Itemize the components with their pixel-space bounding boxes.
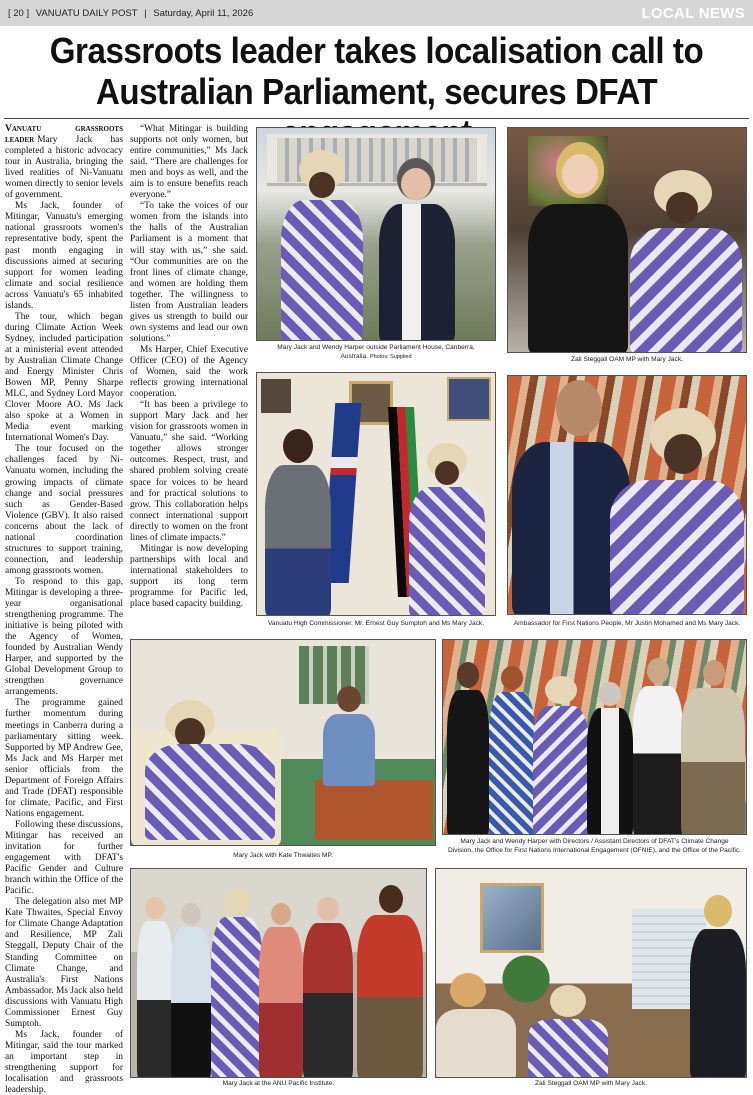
byline: Vanuatu grassroots leader (5, 124, 123, 146)
paragraph: The programme gained further momentum during meetings in Canberra during a parliamentary sitting week. Supported by MP Andrew Gee, Ms Jack and Ms Harper met senior officials from the Department of Foreign Affairs and Trade (DFAT) responsible for climate, Pacific, and First Nations engagement. (5, 698, 123, 819)
paragraph: The delegation also met MP Kate Thwaites, Special Envoy for Climate Change Adaptation and Resilience, MP Zali Steggall, Deputy Chair of the Standing Committee on Climate Change, and Australia's First Nations Ambassador. Ms Jack also held discussions with Vanuatu High Commissioner Ernest Guy Sumptoh. (5, 897, 123, 1029)
page-meta: [ 20 ] VANUATU DAILY POST | Saturday, April 11, 2026 (8, 7, 254, 19)
photo-credit: Photos: Supplied (369, 353, 412, 360)
photo-caption: Mary Jack and Wendy Harper with Directors / Assistant Directors of DFAT's Climate Change Division, the Office for First Nations International Engagement (OFNIE), and the Office of the Pacific. (448, 838, 741, 854)
paragraph: “It has been a privilege to support Mary Jack and her vision for grassroots women in Vanuatu,” she said. “Working together allows stronger outcomes. Respect, trust, and shared problem solving create space for voices to be heard and for practical solutions to grow. This collaboration helps connect international support directly to women on the front lines of climate impacts.” (130, 400, 248, 543)
paragraph: Ms Jack, founder of Mitingar, Vanuatu's emerging national grassroots women's representative body, spent the past month engaging in discussions aimed at securing support for women leading climate and social resilience across Vanuatu's 65 inhabited islands. (5, 201, 123, 311)
photo-high-commissioner (256, 372, 496, 616)
photo-ambassador (507, 375, 747, 615)
paragraph: Mitingar is now developing partnerships with local and international stakeholders to support its long term programme for Pacific led, place based capacity building. (130, 543, 248, 610)
article-column-1 (5, 124, 123, 1095)
photo-caption: Mary Jack with Kate Thwaites MP. (233, 852, 333, 859)
page-number: [ 20 ] (8, 7, 30, 19)
headline-rule (4, 118, 749, 119)
publication-name: VANUATU DAILY POST (35, 7, 138, 19)
article-headline: Grassroots leader takes localisation call to Australian Parliament, secures DFAT (49, 30, 704, 112)
section-label: LOCAL NEWS (641, 4, 745, 22)
paragraph: Ms Harper, Chief Executive Officer (CEO) of the Agency of Women, said the work reflects growing international cooperation. (130, 344, 248, 400)
paragraph: Vanuatu grassroots leader Mary Jack has completed a historic advocacy tour in Australia, bringing the lived realities of Ni-Vanuatu women directly to senior levels of government. (5, 124, 123, 201)
issue-date: Saturday, April 11, 2026 (153, 7, 254, 19)
paragraph: The tour, which began during Climate Action Week Sydney, included participation at a ministerial event attended by Australian Climate Change and Energy Minister Chris Bowen MP, Penny Sharpe MLC, and Sydney Lord Mayor Clover Moore AO. Ms Jack also spoke at a Women in Media event marking International Women's Day. (5, 311, 123, 444)
page-header-bar (0, 0, 753, 26)
photo-caption: Mary Jack and Wendy Harper outside Parliament House, Canberra, Australia. Photos: Supplied (277, 344, 475, 360)
paragraph: Ms Jack, founder of Mitingar, said the tour marked an important step in strengthening support for localisation and grassroots leadership. (5, 1029, 123, 1095)
photo-zali-steggall-office (435, 868, 747, 1078)
photo-caption: Vanuatu High Commissioner, Mr. Ernest Guy Sumptoh and Ms Mary Jack. (267, 620, 485, 627)
paragraph: Following these discussions, Mitingar has received an invitation for further engagement with DFAT's Pacific Gender and Culture branch within the Office of the Pacific. (5, 819, 123, 897)
paragraph: The tour focused on the challenges faced by Ni-Vanuatu women, including the growing impacts of climate change and social pressures such as Gender-Based Violence (GBV). It also raised concerns about the lack of national coordination structures to support training, connection, and leadership among grassroots women. (5, 444, 123, 576)
article-column-2 (130, 124, 248, 610)
photo-dfat-group (442, 639, 747, 835)
photo-kate-thwaites (130, 639, 436, 846)
photo-caption: Zali Steggall OAM MP with Mary Jack. (534, 1080, 647, 1087)
paragraph: “To take the voices of our women from the islands into the halls of the Australian Parliament is a moment that will stay with us,” she said. “Our communities are on the front lines of climate change, and women are holding them together. The willingness to listen from Australian leaders gives us strength to build our own systems and lead our own solutions.” (130, 201, 248, 344)
photo-caption: Mary Jack at the ANU Pacific Institute. (222, 1080, 335, 1087)
photo-caption: Ambassador for First Nations People, Mr Justin Mohamed and Ms Mary Jack. (513, 620, 741, 627)
paragraph: To respond to this gap, Mitingar is developing a three-year organisational strengthening programme. The initiative is being piloted with the Agency of Women, founded by Australian Wendy Harper, and supported by the Global Development Group to strengthen governance arrangements. (5, 576, 123, 698)
photo-anu-pacific-institute (130, 868, 427, 1078)
photo-caption: Zali Steggall OAM MP with Mary Jack. (570, 356, 683, 363)
photo-zali-steggall (507, 127, 747, 353)
paragraph: “What Mitingar is building supports not only women, but entire communities,” Ms Jack said. “There are challenges for men and boys as well, and the aim is to ensure benefits reach everyone.” (130, 124, 248, 201)
photo-parliament-house (256, 127, 496, 341)
